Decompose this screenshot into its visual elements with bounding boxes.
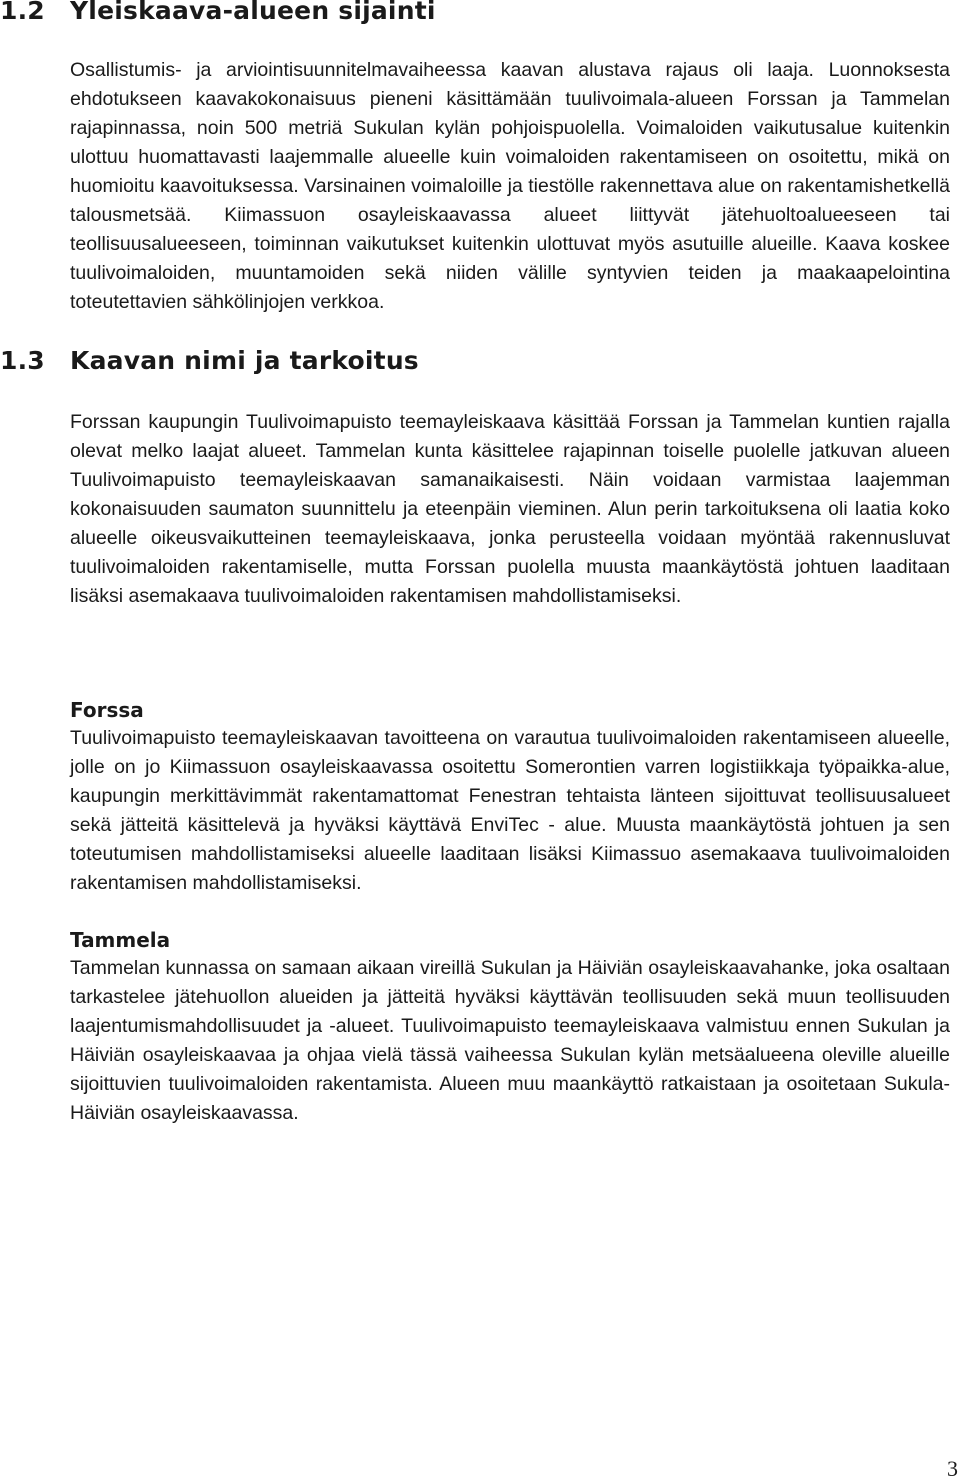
section-heading-1-3: [0, 346, 419, 375]
tammela-subheading: Tammela: [70, 928, 171, 952]
section-title: Yleiskaava-alueen sijainti: [70, 0, 436, 25]
section-title: Kaavan nimi ja tarkoitus: [70, 346, 419, 375]
section-heading-1-2: [0, 0, 436, 25]
section-number: 1.3: [0, 346, 45, 375]
section-number: 1.2: [0, 0, 45, 25]
page-number: 3: [947, 1456, 958, 1481]
section-1-2-paragraph: Osallistumis- ja arviointisuunnitelmavaiheessa kaavan alustava rajaus oli laaja. Luonnoksesta ehdotukseen kaavakokonaisuus pieneni käsittämään tuulivoimala-alueen Forssan ja Tammelan rajapinnassa, noin 500 metriä Sukulan kylän pohjoispuolella. Voimaloiden vaikutusalue kuitenkin ulottuu huomattavasti laajemmalle alueelle kuin voimaloiden rakentamiseen on osoitettu, mikä on huomioitu kaavoituksessa. Varsinainen voimaloille ja tiestölle rakennettava alue on rakentamishetkellä talousmetsää. Kiimassuon osayleiskaavassa alueet liittyvät jätehuoltoalueeseen tai teollisuusalueeseen, toiminnan vaikutukset kuitenkin ulottuvat myös asutuille alueille. Kaava koskee tuulivoimaloiden, muuntamoiden sekä niiden välille syntyvien teiden ja maakaapelointina toteutettavien sähkölinjojen verkkoa.: [70, 59, 950, 313]
forssa-subheading: Forssa: [70, 698, 144, 722]
tammela-paragraph: Tammelan kunnassa on samaan aikaan vireillä Sukulan ja Häiviän osayleiskaavahanke, joka osaltaan tarkastelee jätehuollon alueiden ja jätteitä hyväksi käyttävän teollisuuden sekä muun teollisuuden laajentumismahdollisuudet ja -alueet. Tuulivoimapuisto teemayleiskaava valmistuu ennen Sukulan ja Häiviän osayleiskaavaa ja ohjaa vielä tässä vaiheessa Sukulan kylän metsäalueena oleville alueille sijoittuvien tuulivoimaloiden rakentamista. Alueen muu maankäyttö ratkaistaan ja osoitetaan Sukula-Häiviän osayleiskaavassa.: [70, 957, 950, 1124]
section-1-3-paragraph: Forssan kaupungin Tuulivoimapuisto teemayleiskaava käsittää Forssan ja Tammelan kuntien rajalla olevat melko laajat alueet. Tammelan kunta käsittelee rajapinnan toiselle puolelle jatkuvan alueen Tuulivoimapuisto teemayleiskaavan samanaikaisesti. Näin voidaan varmistaa laajemman kokonaisuuden saumaton suunnittelu ja eteenpäin vieminen. Alun perin tarkoituksena oli laatia koko alueelle oikeusvaikutteinen teemayleiskaava, jonka perusteella voidaan myöntää rakennusluvat tuulivoimaloiden rakentamiselle, mutta Forssan puolella muusta maankäytöstä johtuen laaditaan lisäksi asemakaava tuulivoimaloiden rakentamisen mahdollistamiseksi.: [70, 411, 950, 607]
forssa-paragraph: Tuulivoimapuisto teemayleiskaavan tavoitteena on varautua tuulivoimaloiden rakentamiseen alueelle, jolle on jo Kiimassuon osayleiskaavassa osoitettu Somerontien varren logistiikkaja työpaikka-alue, kaupungin merkittävimmät rakentamattomat Fenestran tehtaista länteen sijoittuvat teollisuusalueet sekä jätteitä käsittelevä ja hyväksi käyttävä EnviTec - alue. Muusta maankäytöstä johtuen ja sen toteutumisen mahdollistamiseksi alueelle laaditaan lisäksi Kiimassuo asemakaava tuulivoimaloiden rakentamisen mahdollistamiseksi.: [70, 727, 950, 894]
